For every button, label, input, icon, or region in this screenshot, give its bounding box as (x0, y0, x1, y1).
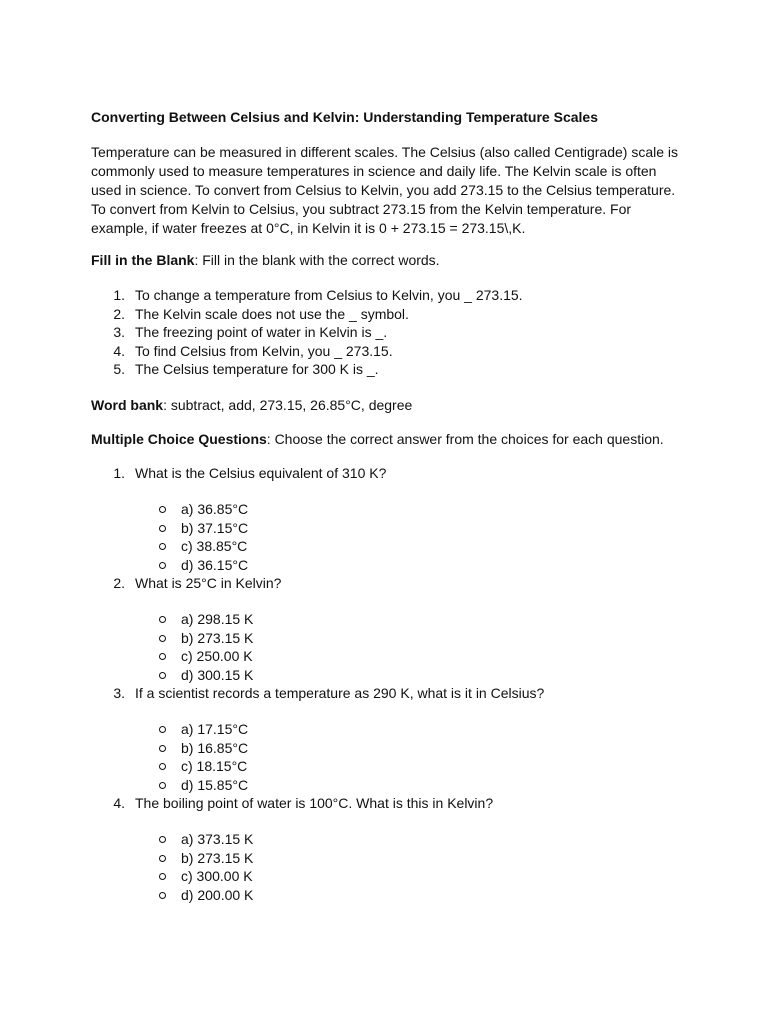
option-text: b) 37.15°C (181, 519, 249, 536)
option-text: c) 300.00 K (181, 868, 253, 884)
multiple-choice-list (91, 464, 731, 904)
options-list (91, 720, 731, 794)
list-item (91, 305, 731, 324)
fill-in-blank-heading: Fill in the Blank (91, 252, 195, 268)
multiple-choice-instruction: : Choose the correct answer from the choices for each question. (266, 431, 664, 447)
options-list (91, 500, 731, 574)
question-number: 3. (113, 685, 125, 701)
question-text: If a scientist records a temperature as 290 K, what is it in Celsius? (135, 685, 545, 701)
fill-in-blank-instruction: : Fill in the blank with the correct words. (194, 252, 440, 268)
list-item (91, 286, 731, 305)
circle-bullet-icon (159, 653, 166, 660)
circle-bullet-icon (159, 506, 166, 513)
page-title: Converting Between Celsius and Kelvin: Understanding Temperature Scales (91, 109, 598, 125)
option-item (91, 739, 731, 758)
option-text: a) 17.15°C (181, 721, 249, 737)
question-line (91, 574, 731, 592)
option-text: d) 15.85°C (181, 776, 249, 793)
option-text: c) 250.00 K (181, 648, 253, 664)
question-number: 2. (113, 575, 125, 591)
question-number: 4. (113, 795, 125, 811)
list-item (91, 360, 731, 379)
circle-bullet-icon (159, 873, 166, 880)
option-item (91, 666, 731, 685)
fill-in-blank-list (91, 286, 731, 379)
option-item (91, 629, 731, 648)
item-number: 4. (113, 342, 125, 359)
circle-bullet-icon (159, 763, 166, 770)
question-line (91, 684, 731, 702)
option-item (91, 500, 731, 519)
multiple-choice-heading: Multiple Choice Questions (91, 431, 267, 447)
option-text: c) 38.85°C (181, 538, 248, 554)
option-item (91, 610, 731, 629)
question-number: 1. (113, 465, 125, 481)
item-number: 5. (113, 361, 125, 377)
question-line (91, 464, 731, 482)
option-text: d) 300.15 K (181, 666, 254, 683)
word-bank-heading: Word bank (91, 397, 164, 413)
multiple-choice-heading-line (91, 430, 731, 448)
option-text: b) 16.85°C (181, 739, 249, 756)
item-text: The Kelvin scale does not use the _ symbol. (135, 305, 409, 322)
circle-bullet-icon (159, 543, 166, 550)
question-text: The boiling point of water is 100°C. What is this in Kelvin? (135, 795, 494, 811)
option-text: b) 273.15 K (181, 629, 254, 646)
option-item (91, 867, 731, 886)
intro-paragraph: Temperature can be measured in different scales. The Celsius (also called Centigrade) scale is commonly used to measure temperatures in science and daily life. The Kelvin scale is often used in science. To convert from Celsius to Kelvin, you add 273.15 to the Celsius temperature. To convert from Kelvin to Celsius, you subtract 273.15 from the Kelvin temperature. For example, if water freezes at 0°C, in Kelvin it is 0 + 273.15 = 273.15\,K. (91, 144, 679, 236)
option-item (91, 537, 731, 556)
option-item (91, 720, 731, 739)
question-item (91, 794, 731, 904)
item-number: 2. (113, 305, 125, 322)
item-text: The freezing point of water in Kelvin is _. (135, 324, 388, 340)
list-item (91, 342, 731, 361)
options-list (91, 610, 731, 684)
circle-bullet-icon (159, 726, 166, 733)
item-text: The Celsius temperature for 300 K is _. (135, 361, 379, 377)
options-list (91, 830, 731, 904)
circle-bullet-icon (159, 616, 166, 623)
option-text: d) 200.00 K (181, 886, 254, 903)
item-number: 3. (113, 324, 125, 340)
option-text: a) 298.15 K (181, 611, 254, 627)
circle-bullet-icon (159, 562, 166, 569)
circle-bullet-icon (159, 855, 166, 862)
option-text: c) 18.15°C (181, 758, 248, 774)
item-text: To find Celsius from Kelvin, you _ 273.15. (135, 342, 393, 359)
option-item (91, 776, 731, 795)
option-item (91, 757, 731, 776)
circle-bullet-icon (159, 836, 166, 843)
circle-bullet-icon (159, 635, 166, 642)
option-item (91, 519, 731, 538)
option-item (91, 849, 731, 868)
option-item (91, 886, 731, 905)
circle-bullet-icon (159, 892, 166, 899)
option-item (91, 830, 731, 849)
option-text: a) 36.85°C (181, 501, 249, 517)
question-item (91, 684, 731, 794)
option-text: d) 36.15°C (181, 556, 249, 573)
list-item (91, 323, 731, 342)
word-bank-text: : subtract, add, 273.15, 26.85°C, degree (163, 397, 413, 413)
fill-in-blank-heading-line (91, 251, 731, 269)
question-line (91, 794, 731, 812)
circle-bullet-icon (159, 745, 166, 752)
question-text: What is 25°C in Kelvin? (135, 575, 282, 591)
circle-bullet-icon (159, 672, 166, 679)
item-number: 1. (113, 287, 125, 303)
circle-bullet-icon (159, 782, 166, 789)
option-item (91, 556, 731, 575)
option-text: b) 273.15 K (181, 849, 254, 866)
question-text: What is the Celsius equivalent of 310 K? (135, 465, 387, 481)
circle-bullet-icon (159, 525, 166, 532)
option-item (91, 647, 731, 666)
option-text: a) 373.15 K (181, 831, 254, 847)
question-item (91, 464, 731, 574)
question-item (91, 574, 731, 684)
word-bank-line (91, 396, 731, 414)
item-text: To change a temperature from Celsius to Kelvin, you _ 273.15. (135, 287, 523, 303)
